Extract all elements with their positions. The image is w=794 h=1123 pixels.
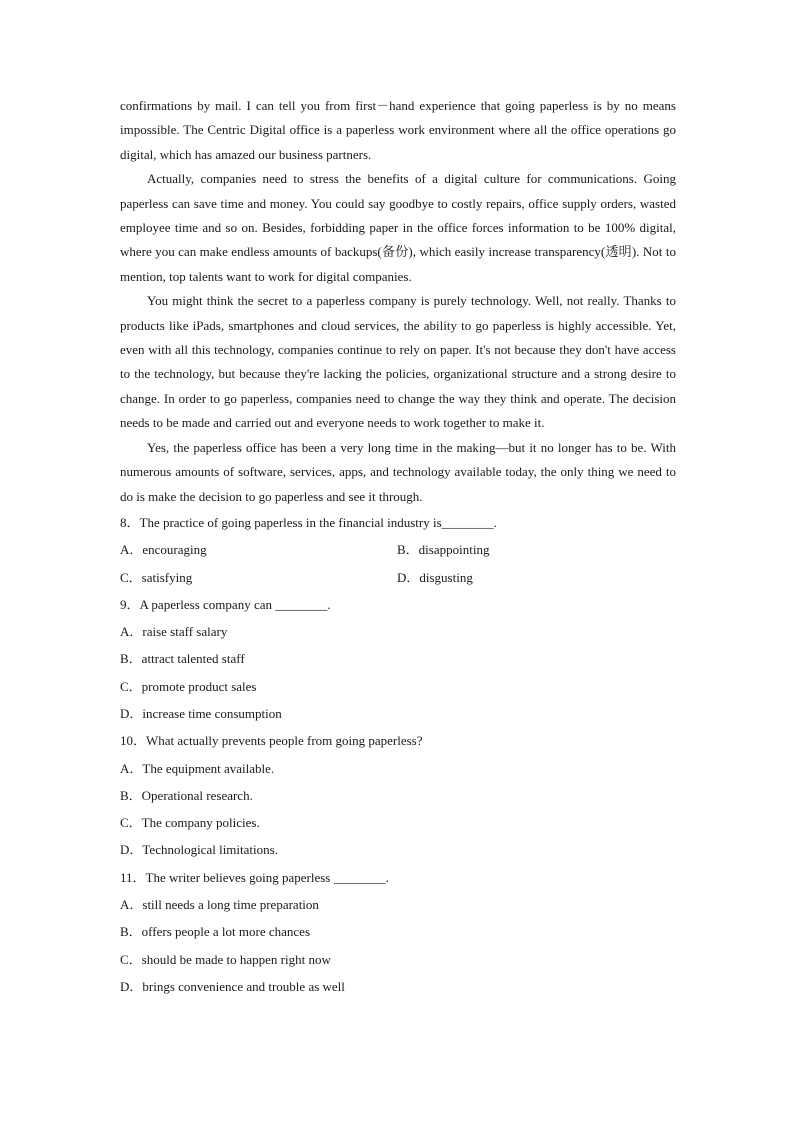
option-b: B．attract talented staff [120, 651, 245, 667]
option-a: A．raise staff salary [120, 624, 228, 640]
option-a: A．still needs a long time preparation [120, 897, 319, 913]
passage-paragraph-3: You might think the secret to a paperless company is purely technology. Well, not really. Thanks to products like iPads, smartphones and cloud services, the ability to go paperless is highly accessible. Yet, even with all this technology, companies continue to rely on paper. It's not because they don't have access to the technology, but because they're lacking the policies, organizational structure and a strong desire to change. In order to go paperless, companies need to change the way they think and operate. The decision needs to be made and carried out and everyone needs to work together to make it. [120, 293, 676, 431]
option-b: B．Operational research. [120, 787, 253, 803]
question-10 [120, 727, 676, 863]
option-c: C．The company policies. [120, 815, 260, 831]
reading-passage [120, 94, 676, 509]
option-d: D．brings convenience and trouble as well [120, 978, 345, 994]
option-b: B．disappointing [397, 542, 490, 558]
question-stem: 8．The practice of going paperless in the financial industry is________. [120, 514, 497, 530]
option-a: A．encouraging [120, 542, 207, 558]
question-8 [120, 509, 676, 591]
passage-paragraph-2: Actually, companies need to stress the benefits of a digital culture for communications. Going paperless can save time and money. You could say goodbye to costly repairs, office supply orders, wasted employee time and so on. Besides, forbidding paper in the office forces information to be 100% digital, where you can make endless amounts of backups(备份), which easily increase transparency(透明). Not to mention, top talents want to work for digital companies. [120, 171, 676, 284]
passage-paragraph-1: confirmations by mail. I can tell you from first－hand experience that going paperless is by no means impossible. The Centric Digital office is a paperless work environment where all the office operations go digital, which has amazed our business partners. [120, 98, 676, 162]
option-c: C．promote product sales [120, 678, 257, 694]
question-9 [120, 591, 676, 727]
passage-paragraph-4: Yes, the paperless office has been a very long time in the making—but it no longer has to be. With numerous amounts of software, services, apps, and technology available today, the only thing we need to do is make the decision to go paperless and see it through. [120, 439, 676, 504]
question-stem: 11．The writer believes going paperless ________. [120, 869, 389, 885]
question-stem: 10．What actually prevents people from going paperless? [120, 733, 423, 749]
option-b: B．offers people a lot more chances [120, 924, 310, 940]
option-c: C．should be made to happen right now [120, 951, 331, 967]
option-d: D．Technological limitations. [120, 842, 278, 858]
option-a: A．The equipment available. [120, 760, 275, 776]
option-d: D．disgusting [397, 569, 473, 585]
question-stem: 9．A paperless company can ________. [120, 596, 331, 612]
option-d: D．increase time consumption [120, 705, 282, 721]
option-c: C．satisfying [120, 569, 193, 585]
document-page [120, 94, 676, 1000]
question-11 [120, 864, 676, 1000]
